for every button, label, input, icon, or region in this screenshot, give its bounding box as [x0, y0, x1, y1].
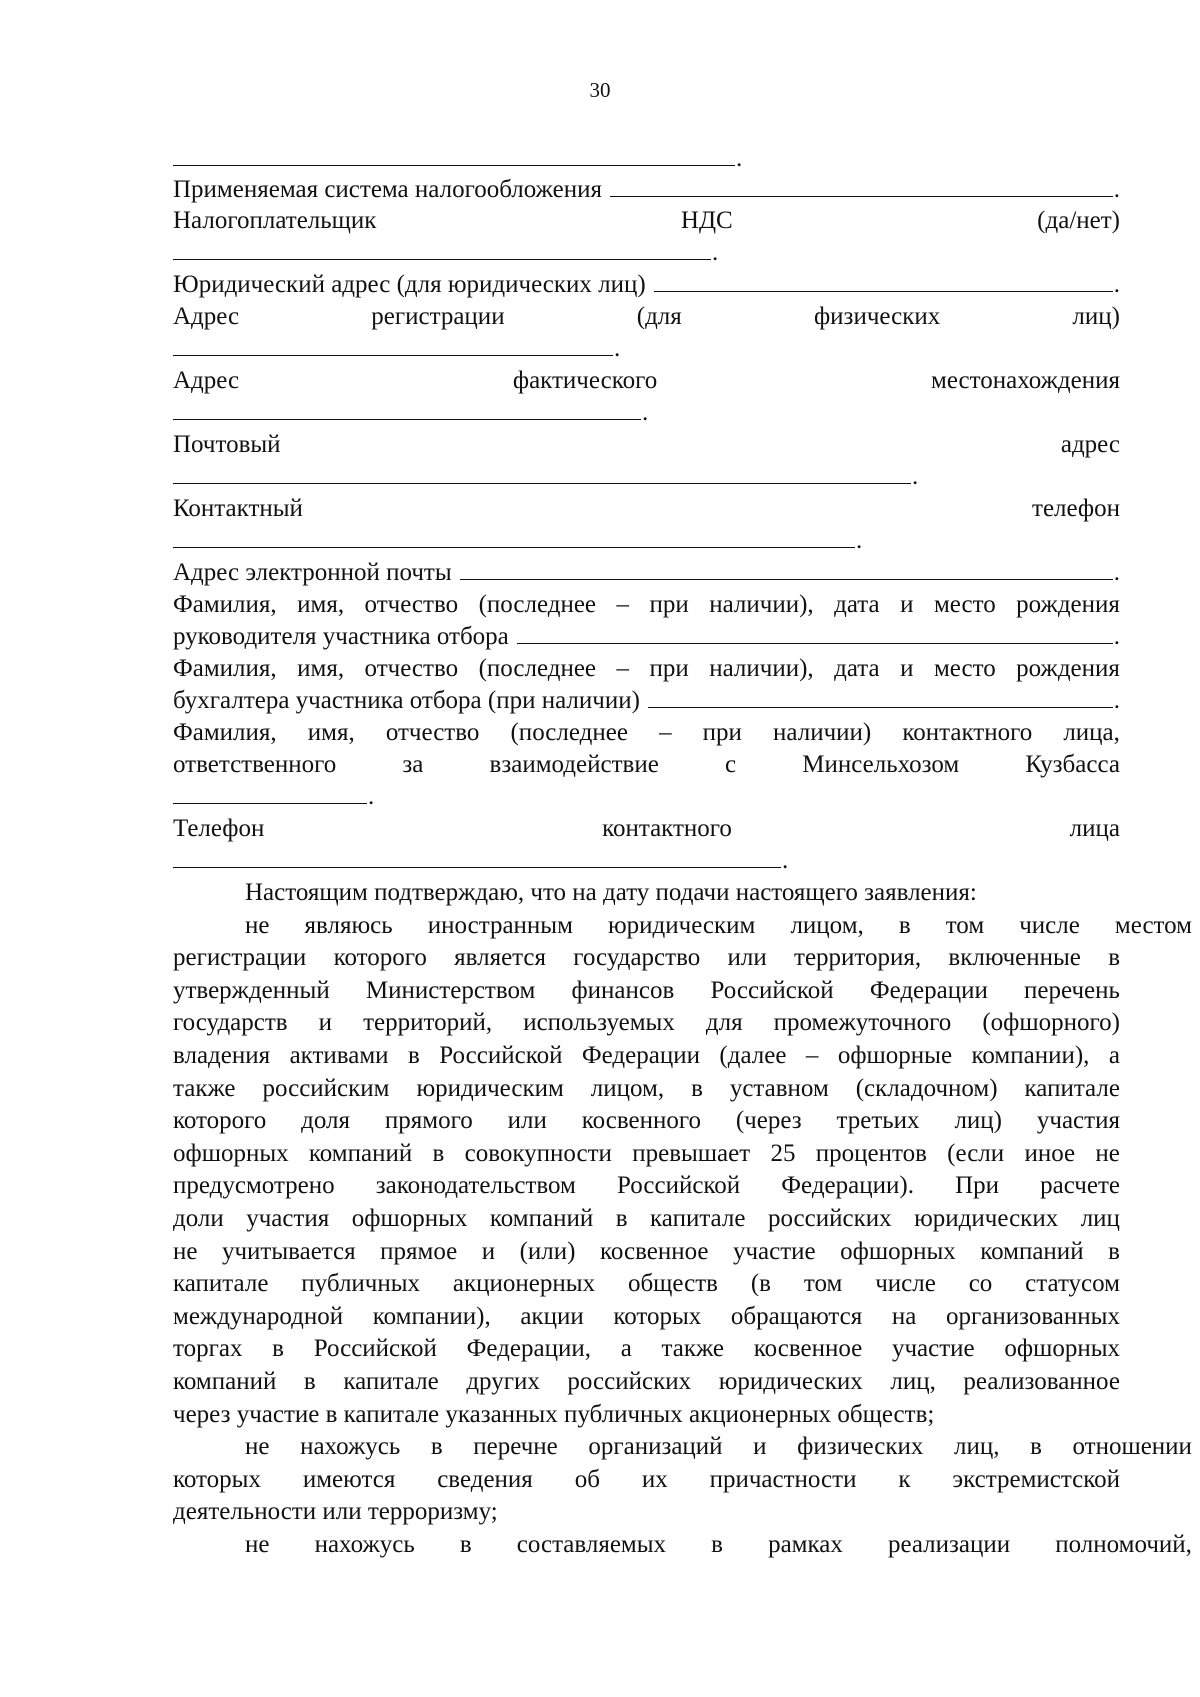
- word: лицом,: [790, 912, 864, 939]
- word: активами: [289, 1042, 389, 1069]
- word: российских: [767, 1205, 892, 1232]
- registration-address-field-line: .: [173, 332, 1120, 365]
- legal-address-field[interactable]: [654, 269, 1113, 292]
- word: офшорных: [173, 1140, 289, 1167]
- word: –: [805, 1042, 819, 1069]
- word: или: [727, 944, 767, 971]
- vat-payer-field[interactable]: [173, 237, 711, 260]
- email-label: Адрес электронной почты: [173, 559, 452, 586]
- word: офшорных: [840, 1238, 956, 1265]
- word: промежуточного: [773, 1009, 952, 1036]
- word: государств: [173, 1009, 288, 1036]
- word: компании),: [971, 1042, 1090, 1069]
- word: в: [303, 1368, 316, 1395]
- word: (складочном): [855, 1075, 998, 1102]
- paragraph-line: [173, 1332, 1120, 1365]
- vat-payer-field-line: .: [173, 236, 1120, 269]
- word: При: [955, 1172, 999, 1199]
- word: лиц): [954, 1107, 1002, 1134]
- word: которого: [173, 1107, 267, 1134]
- word: юридическим: [416, 1075, 564, 1102]
- word: акции: [520, 1303, 584, 1330]
- contact-person-line: Фамилия, имя, отчество (последнее – при наличии) контактного лица,: [173, 719, 1120, 746]
- word: статусом: [1025, 1270, 1120, 1297]
- word: владения: [173, 1042, 271, 1069]
- word: капитале: [1024, 1075, 1120, 1102]
- word: доля: [301, 1107, 351, 1134]
- line-text: через участие в капитале указанных публичных акционерных обществ;: [173, 1401, 935, 1428]
- paragraph-line: [173, 974, 1120, 1007]
- actual-address-field[interactable]: [173, 397, 641, 420]
- tax-system-label: Применяемая система налогообложения: [173, 176, 602, 203]
- word: физических: [797, 1433, 924, 1460]
- word: компании),: [372, 1303, 491, 1330]
- word: которых: [613, 1303, 702, 1330]
- word: процентов: [815, 1140, 927, 1167]
- word: экстремистской: [952, 1466, 1120, 1493]
- word: капитале: [343, 1368, 439, 1395]
- word: компаний: [308, 1140, 413, 1167]
- vat-payer-line: Налогоплательщик НДС (да/нет): [173, 207, 1120, 234]
- word: юридическим: [607, 912, 756, 939]
- word: в: [408, 1042, 420, 1069]
- word: со: [968, 1270, 993, 1297]
- email-line: Адрес электронной почты .: [173, 556, 1120, 589]
- contact-phone-field-line: .: [173, 524, 1120, 557]
- word: акционерных: [452, 1270, 596, 1297]
- word: в: [430, 1433, 443, 1460]
- paragraph-line: [173, 876, 1192, 909]
- word: компаний: [980, 1238, 1084, 1265]
- word: (офшорного): [982, 1009, 1120, 1036]
- word: реализации: [887, 1531, 1011, 1558]
- word: отношении: [1072, 1433, 1192, 1460]
- word: лиц: [1080, 1205, 1120, 1232]
- word: местом: [1114, 912, 1192, 939]
- registration-address-field[interactable]: [173, 333, 613, 356]
- word: участие: [891, 1335, 975, 1362]
- word: для: [705, 1009, 743, 1036]
- word: доли: [173, 1205, 224, 1232]
- word: расчете: [1040, 1172, 1120, 1199]
- word: их: [641, 1466, 668, 1493]
- accountant-label: бухгалтера участника отбора (при наличии): [173, 687, 640, 714]
- word: причастности: [709, 1466, 857, 1493]
- actual-address-field-line: .: [173, 396, 1120, 429]
- word: в: [459, 1531, 472, 1558]
- paragraph-line: [173, 1300, 1120, 1333]
- word: лиц,: [890, 1368, 936, 1395]
- fill-blank[interactable]: [173, 143, 735, 166]
- word: (через: [735, 1107, 802, 1134]
- word: составляемых: [516, 1531, 667, 1558]
- word: офшорных: [1004, 1335, 1120, 1362]
- word: в: [691, 1075, 703, 1102]
- word: организаций: [588, 1433, 723, 1460]
- word: в: [272, 1335, 284, 1362]
- word: обществ: [627, 1270, 718, 1297]
- word: а: [1108, 1042, 1120, 1069]
- word: а: [620, 1335, 632, 1362]
- accountant-field-line: бухгалтера участника отбора (при наличии) .: [173, 684, 1120, 717]
- word: Федерации: [869, 977, 988, 1004]
- word: косвенного: [581, 1107, 701, 1134]
- word: нахожусь: [314, 1531, 415, 1558]
- paragraph-line: [173, 909, 1192, 942]
- word: международной: [173, 1303, 344, 1330]
- word: также: [173, 1075, 236, 1102]
- word: числе: [1019, 912, 1080, 939]
- word: территория,: [794, 944, 922, 971]
- word: лицом,: [590, 1075, 665, 1102]
- registration-address-line: Адрес регистрации (для физических лиц): [173, 303, 1120, 330]
- paragraph-line: [173, 1072, 1120, 1105]
- word: не: [173, 1238, 198, 1265]
- word: капитале: [173, 1270, 269, 1297]
- word: российских: [567, 1368, 692, 1395]
- word: участие: [732, 1238, 816, 1265]
- word: прямое: [380, 1238, 458, 1265]
- word: включенные: [948, 944, 1081, 971]
- word: компаний: [489, 1205, 594, 1232]
- word: уставном: [729, 1075, 829, 1102]
- word: Российской: [710, 977, 834, 1004]
- word: третьих: [836, 1107, 920, 1134]
- word: (или): [519, 1238, 576, 1265]
- postal-address-field[interactable]: [173, 461, 911, 484]
- word: торгах: [173, 1335, 243, 1362]
- word: (в: [750, 1270, 771, 1297]
- actual-address-line: Адрес фактического местонахождения: [173, 367, 1120, 394]
- word: том: [945, 912, 985, 939]
- head-field-line: руководителя участника отбора .: [173, 620, 1120, 653]
- word: том: [803, 1270, 843, 1297]
- contact-phone-field[interactable]: [173, 525, 855, 548]
- word: перечне: [473, 1433, 558, 1460]
- paragraph-line: [173, 1398, 1120, 1431]
- word: учитывается: [221, 1238, 356, 1265]
- paragraph-line: [173, 1463, 1120, 1496]
- tax-system-field[interactable]: [610, 174, 1113, 197]
- word: в: [1030, 1433, 1042, 1460]
- word: в: [1108, 944, 1120, 971]
- word: используемых: [523, 1009, 675, 1036]
- form-line-continuation: .: [173, 142, 1120, 175]
- word: российским: [262, 1075, 390, 1102]
- word: Федерации,: [466, 1335, 591, 1362]
- paragraph-line: [173, 1495, 1120, 1528]
- word: Российской: [616, 1172, 741, 1199]
- accountant-field[interactable]: [648, 685, 1113, 708]
- word: которых: [173, 1466, 261, 1493]
- contact-person-field[interactable]: [173, 781, 367, 804]
- word: обращаются: [730, 1303, 863, 1330]
- word: предусмотрено: [173, 1172, 335, 1199]
- word: совокупности: [464, 1140, 612, 1167]
- paragraph-line: [173, 1169, 1120, 1202]
- word: компаний: [173, 1368, 277, 1395]
- word: территорий,: [363, 1009, 493, 1036]
- line-text: деятельности или терроризму;: [173, 1498, 498, 1525]
- paragraph-line: [173, 1430, 1192, 1463]
- word: в: [432, 1140, 445, 1167]
- word: офшорных: [351, 1205, 468, 1232]
- word: (если: [947, 1140, 1005, 1167]
- word: реализованное: [963, 1368, 1120, 1395]
- word: и: [318, 1009, 333, 1036]
- word: в: [711, 1531, 723, 1558]
- word: перечень: [1024, 977, 1120, 1004]
- paragraph-line: [173, 1104, 1120, 1137]
- head-field[interactable]: [517, 621, 1113, 644]
- tax-system-line: Применяемая система налогообложения .: [173, 173, 1120, 206]
- word: сведения: [437, 1466, 533, 1493]
- email-field[interactable]: [460, 557, 1113, 580]
- contact-phone-line: Контактный телефон: [173, 495, 1120, 522]
- word: или: [507, 1107, 547, 1134]
- word: государство: [573, 944, 701, 971]
- word: Российской: [313, 1335, 437, 1362]
- legal-address-label: Юридический адрес (для юридических лиц): [173, 271, 646, 298]
- word: не: [245, 1433, 270, 1460]
- word: в: [615, 1205, 628, 1232]
- word: числе: [875, 1270, 936, 1297]
- paragraph-line: [173, 1202, 1120, 1235]
- word: иное: [1024, 1140, 1076, 1167]
- legal-address-line: Юридический адрес (для юридических лиц) .: [173, 268, 1120, 301]
- accountant-name-line: Фамилия, имя, отчество (последнее – при наличии), дата и место рождения: [173, 655, 1120, 682]
- word: имеются: [302, 1466, 396, 1493]
- word: которого: [333, 944, 427, 971]
- word: рамках: [768, 1531, 843, 1558]
- word: Российской: [439, 1042, 563, 1069]
- contact-person-phone-field-line: .: [173, 844, 1120, 877]
- word: иностранным: [427, 912, 573, 939]
- word: не: [1095, 1140, 1120, 1167]
- word: об: [574, 1466, 600, 1493]
- word: также: [661, 1335, 725, 1362]
- head-name-line: Фамилия, имя, отчество (последнее – при наличии), дата и место рождения: [173, 591, 1120, 618]
- word: лиц,: [953, 1433, 1000, 1460]
- word: на: [891, 1303, 917, 1330]
- word: организованных: [946, 1303, 1120, 1330]
- word: финансов: [571, 977, 675, 1004]
- contact-person-field-line: .: [173, 780, 1120, 813]
- word: не: [245, 912, 270, 939]
- word: других: [466, 1368, 540, 1395]
- word: публичных: [301, 1270, 421, 1297]
- word: законодательством: [375, 1172, 576, 1199]
- word: офшорные: [837, 1042, 953, 1069]
- word: участия: [1036, 1107, 1120, 1134]
- postal-address-field-line: .: [173, 460, 1120, 493]
- word: (далее: [719, 1042, 787, 1069]
- line-text: Настоящим подтверждаю, что на дату подачи настоящего заявления:: [245, 879, 977, 906]
- word: и: [753, 1433, 767, 1460]
- word: участия: [246, 1205, 330, 1232]
- contact-person-phone-line: Телефон контактного лица: [173, 815, 1120, 842]
- word: не: [245, 1531, 270, 1558]
- word: косвенное: [599, 1238, 709, 1265]
- paragraph-line: [173, 1137, 1120, 1170]
- paragraph-line: [173, 1365, 1120, 1398]
- paragraph-line: [173, 941, 1120, 974]
- contact-person-line-2: ответственного за взаимодействие с Минсельхозом Кузбасса: [173, 751, 1120, 778]
- word: косвенное: [753, 1335, 863, 1362]
- paragraph-line: [173, 1235, 1120, 1268]
- word: прямого: [384, 1107, 473, 1134]
- paragraph-line: [173, 1528, 1192, 1561]
- paragraph-line: [173, 1039, 1120, 1072]
- paragraph-line: [173, 1267, 1120, 1300]
- word: регистрации: [173, 944, 307, 971]
- word: юридических: [914, 1205, 1059, 1232]
- word: превышает: [632, 1140, 751, 1167]
- word: полномочий,: [1055, 1531, 1192, 1558]
- word: юридических: [718, 1368, 863, 1395]
- word: Федерации: [581, 1042, 700, 1069]
- word: капитале: [650, 1205, 746, 1232]
- word: Министерством: [365, 977, 536, 1004]
- page-number: 30: [589, 78, 611, 102]
- word: нахожусь: [300, 1433, 401, 1460]
- word: и: [481, 1238, 496, 1265]
- postal-address-line: Почтовый адрес: [173, 431, 1120, 458]
- word: утвержденный: [173, 977, 330, 1004]
- word: 25: [770, 1140, 796, 1167]
- word: в: [1108, 1238, 1120, 1265]
- word: к: [898, 1466, 911, 1493]
- word: является: [454, 944, 547, 971]
- word: в: [898, 912, 911, 939]
- paragraph-line: [173, 1006, 1120, 1039]
- head-label: руководителя участника отбора: [173, 623, 509, 650]
- contact-person-phone-field[interactable]: [173, 845, 781, 868]
- word: являюсь: [304, 912, 393, 939]
- word: Федерации).: [781, 1172, 914, 1199]
